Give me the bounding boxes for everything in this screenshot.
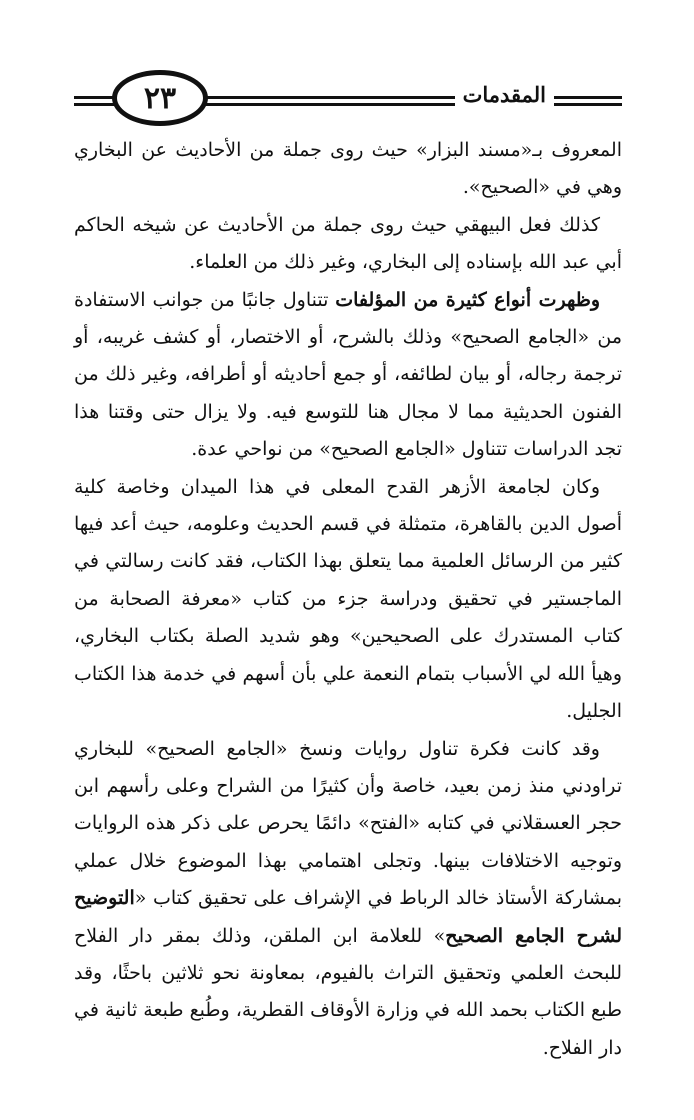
page-header	[74, 70, 622, 130]
paragraph	[74, 207, 622, 282]
bold-text: التوضيح لشرح الجامع الصحيح	[74, 887, 622, 947]
section-title: المقدمات	[455, 82, 554, 107]
paragraph	[74, 731, 622, 1068]
paragraph	[74, 132, 622, 207]
paragraph-text: كذلك فعل البيهقي حيث روى جملة من الأحاديث عن شيخه الحاكم أبي عبد الله بإسناده إلى البخاري، وغير ذلك من العلماء.	[74, 213, 622, 274]
paragraph	[74, 282, 622, 469]
bold-text: وظهرت أنواع كثيرة من المؤلفات	[335, 288, 601, 311]
paragraph	[74, 469, 622, 731]
page-number: ٢٣	[143, 80, 177, 116]
paragraph-text: وقد كانت فكرة تناول روايات ونسخ «الجامع الصحيح» للبخاري تراودني منذ زمن بعيد، خاصة وأن كثيرًا من الشراح وعلى رأسهم ابن حجر العسقلاني في كتابه «الفتح» دائمًا يحرص على ذكر هذه الروايات وتوجيه الاختلافات بينها. وتجلى اهتمامي بهذا الموضوع خلال عملي بمشاركة الأستاذ خالد الرباط في الإشراف على تحقيق كتاب «	[74, 737, 622, 910]
page-number-badge	[112, 70, 208, 126]
paragraph-text: وكان لجامعة الأزهر القدح المعلى في هذا الميدان وخاصة كلية أصول الدين بالقاهرة، متمثلة في قسم الحديث وعلومه، حيث أعد فيها كثير من الرسائل العلمية مما يتعلق بهذا الكتاب، فقد كانت رسالتي في الماجستير في تحقيق ودراسة جزء من كتاب «معرفة الصحابة من كتاب المستدرك على الصحيحين» وهو شديد الصلة بكتاب البخاري، وهيأ الله لي الأسباب بتمام النعمة علي بأن أسهم في خدمة هذا الكتاب الجليل.	[74, 475, 622, 723]
paragraph-text: » للعلامة ابن الملقن، وذلك بمقر دار الفلاح للبحث العلمي وتحقيق التراث بالفيوم، بمعاونة نحو ثلاثين باحثًا، وقد طبع الكتاب بحمد الله في وزارة الأوقاف القطرية، وطُبع طبعة ثانية في دار الفلاح.	[74, 924, 622, 1059]
paragraph-text: المعروف بـ«مسند البزار» حيث روى جملة من الأحاديث عن البخاري وهي في «الصحيح».	[74, 139, 622, 199]
paragraph-text: تتناول جانبًا من جوانب الاستفادة من «الجامع الصحيح» وذلك بالشرح، أو الاختصار، أو كشف غريبه، أو ترجمة رجاله، أو بيان لطائفه، أو جمع أحاديثه أو أطرافه، وغير ذلك من الفنون الحديثية مما لا مجال هنا للتوسع فيه. ولا يزال حتى وقتنا هذا تجد الدراسات تتناول «الجامع الصحيح» من نواحي عدة.	[74, 288, 622, 461]
body-text	[74, 132, 622, 1067]
